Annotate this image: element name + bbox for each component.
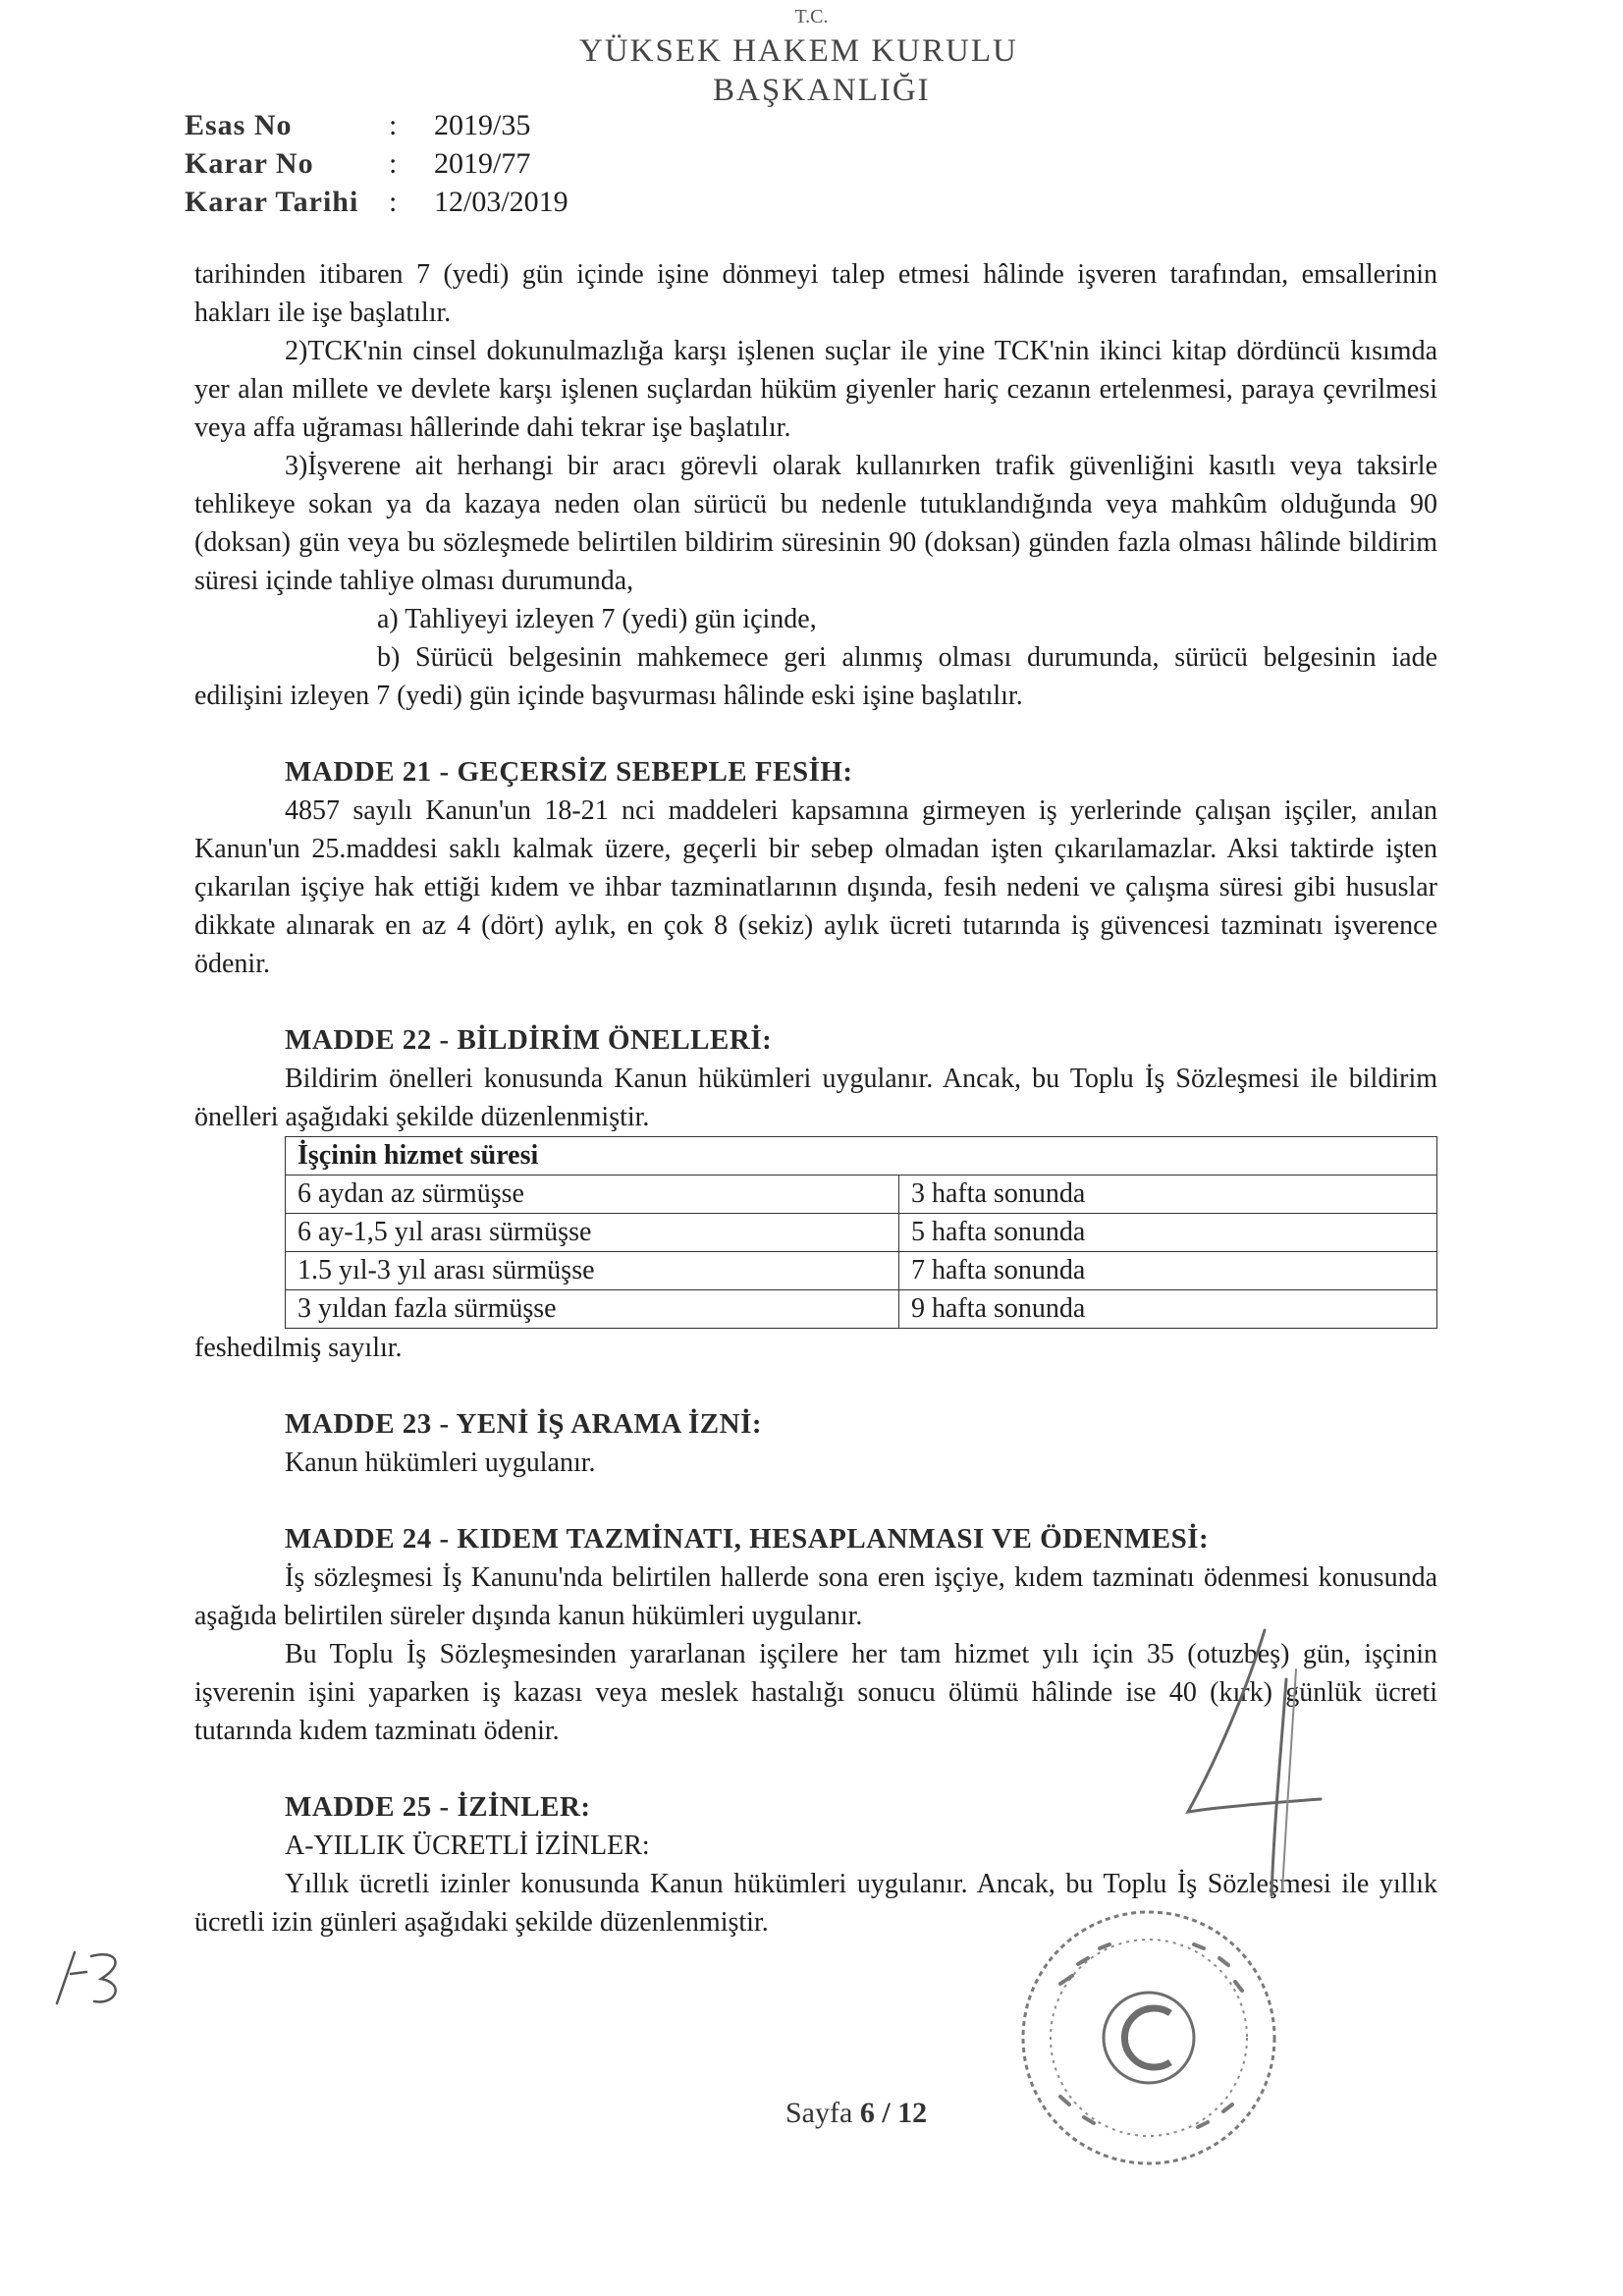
header-title-line2: BAŞKANLIĞI (713, 73, 931, 108)
madde-24-paragraph-2: Bu Toplu İş Sözleşmesinden yararlanan işçilere her tam hizmet yılı için 35 (otuzbeş) gün, işçinin işverenin işini yaparken iş kazası veya meslek hastalığı sonucu ölümü hâlinde ise 40 (kırk) günlük ücreti tutarında kıdem tazminatı ödenir. (194, 1639, 1437, 1746)
madde-24-paragraph-1: İş sözleşmesi İş Kanunu'nda belirtilen hallerde sona eren işçiye, kıdem tazminatı ödenmesi konusunda aşağıda belirtilen süreler dışında kanun hükümleri uygulanır. (194, 1562, 1437, 1631)
meta-label: Esas No (185, 109, 293, 141)
madde-24-title: MADDE 24 - KIDEM TAZMİNATI, HESAPLANMASI VE ÖDENMESİ: (285, 1523, 1210, 1555)
meta-label: Karar Tarihi (185, 186, 359, 218)
page-separator: / (874, 2097, 898, 2129)
page-label: Sayfa (785, 2097, 853, 2129)
meta-value: 12/03/2019 (434, 186, 568, 218)
table-row (286, 1214, 1437, 1252)
official-seal-icon (1001, 1895, 1296, 2180)
table-cell-notice: 7 hafta sonunda (899, 1252, 1437, 1290)
table-cell-period: 6 aydan az sürmüşse (286, 1175, 899, 1214)
table-row (286, 1252, 1437, 1290)
madde-22-text: Bildirim önelleri konusunda Kanun hükümleri uygulanır. Ancak, bu Toplu İş Sözleşmesi ile bildirim önelleri aşağıdaki şekilde düzenlenmiştir. (194, 1064, 1437, 1132)
madde-21-text: 4857 sayılı Kanun'un 18-21 nci maddeleri kapsamına girmeyen iş yerlerinde çalışan işçiler, anılan Kanun'un 25.maddesi saklı kalmak üzere, geçerli bir sebep olmadan işten çıkarılamazlar. Aksi taktirde işten çıkarılan işçiye hak ettiği kıdem ve ihbar tazminatlarının dışında, fesih nedeni ve çalışma süresi gibi hususlar dikkate alınarak en az 4 (dört) aylık, en çok 8 (sekiz) aylık ücreti tutarında iş güvencesi tazminatı işverence ödenir. (194, 795, 1437, 979)
margin-mark-icon (47, 1944, 145, 2013)
intro-item-b: b) Sürücü belgesinin mahkemece geri alınmış olması durumunda, sürücü belgesinin iade edilişini izleyen 7 (yedi) gün içinde başvurması hâlinde eski işine başlatılır. (194, 642, 1437, 711)
madde-25-text: Yıllık ücretli izinler konusunda Kanun hükümleri uygulanır. Ancak, bu Toplu İş Sözleşmesi ile yıllık ücretli izin günleri aşağıdaki şekilde düzenlenmiştir. (194, 1869, 1437, 1938)
madde-22-after-table: feshedilmiş sayılır. (194, 1333, 403, 1363)
table-cell-period: 1.5 yıl-3 yıl arası sürmüşse (286, 1252, 899, 1290)
madde-25-subtitle: A-YILLIK ÜCRETLİ İZİNLER: (285, 1831, 650, 1861)
table-cell-notice: 3 hafta sonunda (899, 1175, 1437, 1214)
intro-paragraph-1: tarihinden itibaren 7 (yedi) gün içinde işine dönmeyi talep etmesi hâlinde işveren tarafından, emsallerinin hakları ile işe başlatılır. (194, 259, 1437, 328)
notice-period-table (285, 1136, 1437, 1329)
intro-paragraph-3: 3)İşverene ait herhangi bir aracı görevli olarak kullanırken trafik güvenliğini kasıtlı veya taksirle tehlikeye sokan ya da kazaya neden olan sürücü bu nedenle tutuklandığında veya mahkûm olduğunda 90 (doksan) gün veya bu sözleşmede belirtilen bildirim süresinin 90 (doksan) günden fazla olması hâlinde bildirim süresi içinde tahliye olması durumunda, (194, 451, 1437, 596)
intro-paragraph-2: 2)TCK'nin cinsel dokunulmazlığa karşı işlenen suçlar ile yine TCK'nin ikinci kitap dördüncü kısımda yer alan millete ve devlete karşı işlenen suçlardan hüküm giyenler hariç cezanın ertelenmesi, paraya çevrilmesi veya affa uğraması hâllerinde dahi tekrar işe başlatılır. (194, 336, 1437, 443)
madde-25-title: MADDE 25 - İZİNLER: (285, 1791, 591, 1823)
madde-23-text: Kanun hükümleri uygulanır. (285, 1448, 596, 1478)
meta-label: Karar No (185, 147, 314, 180)
table-cell-notice: 5 hafta sonunda (899, 1214, 1437, 1252)
meta-value: 2019/35 (434, 109, 531, 141)
table-header-cell: İşçinin hizmet süresi (286, 1137, 1437, 1175)
case-meta (185, 106, 568, 221)
meta-row-esas: Esas No : 2019/35 (185, 106, 568, 144)
table-cell-notice: 9 hafta sonunda (899, 1290, 1437, 1329)
page-total: 12 (897, 2097, 928, 2129)
meta-row-karar: Karar No : 2019/77 (185, 144, 568, 183)
madde-21-title: MADDE 21 - GEÇERSİZ SEBEPLE FESİH: (285, 756, 853, 788)
page-footer (785, 2097, 927, 2130)
table-row (286, 1290, 1437, 1329)
intro-item-a: a) Tahliyeyi izleyen 7 (yedi) gün içinde, (377, 604, 817, 634)
header-title-line1: YÜKSEK HAKEM KURULU (579, 33, 1018, 69)
table-cell-period: 3 yıldan fazla sürmüşse (286, 1290, 899, 1329)
meta-value: 2019/77 (434, 147, 531, 180)
table-row (286, 1175, 1437, 1214)
table-header-row (286, 1137, 1437, 1175)
signature-icon (1149, 1611, 1345, 1905)
madde-23-title: MADDE 23 - YENİ İŞ ARAMA İZNİ: (285, 1408, 763, 1440)
header-top-mark: T.C. (794, 6, 829, 27)
page-current: 6 (859, 2097, 875, 2129)
meta-row-tarih: Karar Tarihi : 12/03/2019 (185, 183, 568, 221)
madde-22-title: MADDE 22 - BİLDİRİM ÖNELLERİ: (285, 1024, 773, 1056)
table-cell-period: 6 ay-1,5 yıl arası sürmüşse (286, 1214, 899, 1252)
